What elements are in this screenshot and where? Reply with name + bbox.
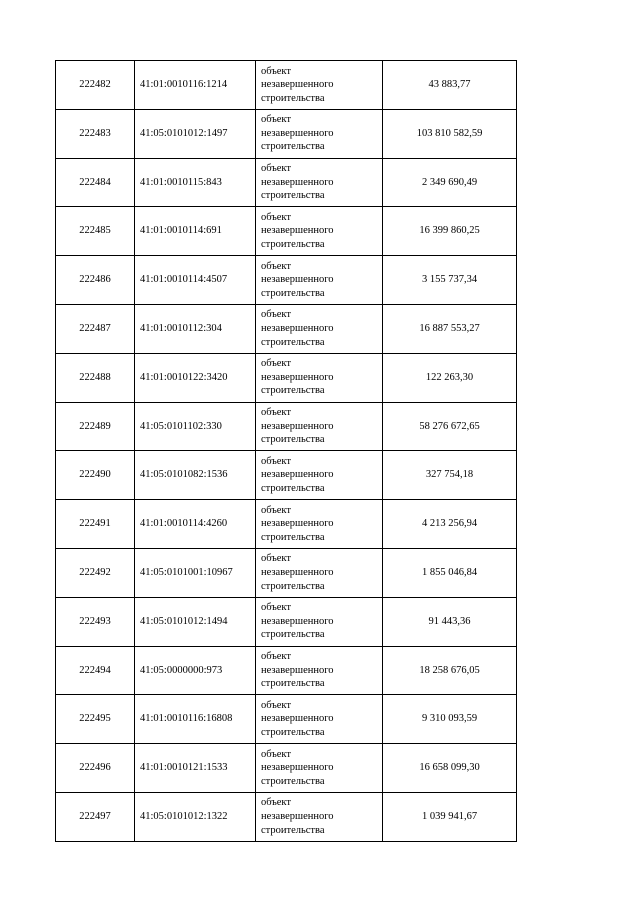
object-type-cell xyxy=(256,109,383,158)
row-number-cell: 222485 xyxy=(56,207,135,256)
object-type-cell xyxy=(256,646,383,695)
object-type-line: незавершенного xyxy=(261,713,334,725)
object-type-line: объект xyxy=(261,748,291,760)
object-type-line: строительства xyxy=(261,775,325,787)
cadastral-number-cell: 41:01:0010112:304 xyxy=(135,304,256,353)
object-type-line: объект xyxy=(261,797,291,809)
object-type-line: строительства xyxy=(261,727,325,739)
object-type-line: строительства xyxy=(261,434,325,446)
cadastral-value-cell: 327 754,18 xyxy=(383,451,517,500)
cadastral-value-cell: 16 399 860,25 xyxy=(383,207,517,256)
cadastral-value-cell: 3 155 737,34 xyxy=(383,256,517,305)
table-row xyxy=(56,109,517,158)
cadastral-value-cell: 2 349 690,49 xyxy=(383,158,517,207)
cadastral-value-cell: 1 039 941,67 xyxy=(383,792,517,841)
object-type-line: строительства xyxy=(261,678,325,690)
object-type-line: незавершенного xyxy=(261,420,334,432)
object-type-line: объект xyxy=(261,504,291,516)
object-type-line: строительства xyxy=(261,239,325,251)
object-type-line: строительства xyxy=(261,824,325,836)
object-type-line: объект xyxy=(261,602,291,614)
object-type-line: объект xyxy=(261,699,291,711)
table-row xyxy=(56,207,517,256)
row-number-cell: 222483 xyxy=(56,109,135,158)
row-number-cell: 222493 xyxy=(56,597,135,646)
object-type-line: незавершенного xyxy=(261,518,334,530)
object-type-line: объект xyxy=(261,309,291,321)
cadastral-value-cell: 16 658 099,30 xyxy=(383,744,517,793)
property-table xyxy=(55,60,517,842)
cadastral-number-cell: 41:05:0101012:1497 xyxy=(135,109,256,158)
row-number-cell: 222490 xyxy=(56,451,135,500)
object-type-line: строительства xyxy=(261,336,325,348)
object-type-line: строительства xyxy=(261,531,325,543)
cadastral-value-cell: 43 883,77 xyxy=(383,61,517,110)
object-type-cell xyxy=(256,597,383,646)
cadastral-number-cell: 41:01:0010116:1214 xyxy=(135,61,256,110)
object-type-line: строительства xyxy=(261,141,325,153)
object-type-cell xyxy=(256,402,383,451)
object-type-line: незавершенного xyxy=(261,274,334,286)
cadastral-value-cell: 58 276 672,65 xyxy=(383,402,517,451)
cadastral-number-cell: 41:05:0000000:973 xyxy=(135,646,256,695)
object-type-cell xyxy=(256,158,383,207)
object-type-cell xyxy=(256,61,383,110)
table-row xyxy=(56,597,517,646)
cadastral-number-cell: 41:01:0010121:1533 xyxy=(135,744,256,793)
row-number-cell: 222495 xyxy=(56,695,135,744)
object-type-line: незавершенного xyxy=(261,811,334,823)
object-type-line: объект xyxy=(261,114,291,126)
cadastral-number-cell: 41:05:0101012:1322 xyxy=(135,792,256,841)
object-type-line: строительства xyxy=(261,483,325,495)
cadastral-value-cell: 1 855 046,84 xyxy=(383,548,517,597)
object-type-line: незавершенного xyxy=(261,79,334,91)
object-type-line: объект xyxy=(261,651,291,663)
object-type-line: объект xyxy=(261,407,291,419)
object-type-cell xyxy=(256,792,383,841)
row-number-cell: 222491 xyxy=(56,500,135,549)
object-type-line: незавершенного xyxy=(261,176,334,188)
cadastral-number-cell: 41:05:0101001:10967 xyxy=(135,548,256,597)
cadastral-value-cell: 103 810 582,59 xyxy=(383,109,517,158)
object-type-line: объект xyxy=(261,553,291,565)
object-type-line: незавершенного xyxy=(261,762,334,774)
object-type-line: строительства xyxy=(261,580,325,592)
object-type-cell xyxy=(256,256,383,305)
object-type-cell xyxy=(256,744,383,793)
table-row xyxy=(56,402,517,451)
cadastral-number-cell: 41:05:0101082:1536 xyxy=(135,451,256,500)
object-type-cell xyxy=(256,304,383,353)
object-type-line: объект xyxy=(261,65,291,77)
object-type-line: незавершенного xyxy=(261,225,334,237)
cadastral-number-cell: 41:05:0101012:1494 xyxy=(135,597,256,646)
object-type-cell xyxy=(256,500,383,549)
row-number-cell: 222482 xyxy=(56,61,135,110)
table-row xyxy=(56,646,517,695)
table-row xyxy=(56,256,517,305)
row-number-cell: 222494 xyxy=(56,646,135,695)
table-row xyxy=(56,695,517,744)
table-row xyxy=(56,792,517,841)
row-number-cell: 222487 xyxy=(56,304,135,353)
table-row xyxy=(56,158,517,207)
cadastral-number-cell: 41:01:0010122:3420 xyxy=(135,353,256,402)
row-number-cell: 222496 xyxy=(56,744,135,793)
object-type-line: строительства xyxy=(261,190,325,202)
row-number-cell: 222486 xyxy=(56,256,135,305)
object-type-line: строительства xyxy=(261,629,325,641)
row-number-cell: 222497 xyxy=(56,792,135,841)
object-type-cell xyxy=(256,548,383,597)
object-type-line: незавершенного xyxy=(261,615,334,627)
row-number-cell: 222484 xyxy=(56,158,135,207)
object-type-cell xyxy=(256,353,383,402)
object-type-line: незавершенного xyxy=(261,371,334,383)
row-number-cell: 222489 xyxy=(56,402,135,451)
object-type-cell xyxy=(256,207,383,256)
table-row xyxy=(56,61,517,110)
table-row xyxy=(56,500,517,549)
cadastral-value-cell: 4 213 256,94 xyxy=(383,500,517,549)
object-type-line: незавершенного xyxy=(261,127,334,139)
object-type-line: незавершенного xyxy=(261,469,334,481)
cadastral-value-cell: 122 263,30 xyxy=(383,353,517,402)
object-type-line: строительства xyxy=(261,385,325,397)
row-number-cell: 222488 xyxy=(56,353,135,402)
object-type-line: незавершенного xyxy=(261,323,334,335)
object-type-cell xyxy=(256,451,383,500)
object-type-line: объект xyxy=(261,358,291,370)
row-number-cell: 222492 xyxy=(56,548,135,597)
object-type-line: объект xyxy=(261,211,291,223)
object-type-line: объект xyxy=(261,455,291,467)
property-table-container xyxy=(55,60,516,842)
table-row xyxy=(56,451,517,500)
object-type-line: строительства xyxy=(261,287,325,299)
table-row xyxy=(56,304,517,353)
object-type-cell xyxy=(256,695,383,744)
table-row xyxy=(56,548,517,597)
cadastral-number-cell: 41:01:0010114:4260 xyxy=(135,500,256,549)
table-row xyxy=(56,353,517,402)
cadastral-number-cell: 41:01:0010114:691 xyxy=(135,207,256,256)
cadastral-number-cell: 41:01:0010115:843 xyxy=(135,158,256,207)
object-type-line: объект xyxy=(261,163,291,175)
table-row xyxy=(56,744,517,793)
object-type-line: незавершенного xyxy=(261,567,334,579)
cadastral-number-cell: 41:05:0101102:330 xyxy=(135,402,256,451)
object-type-line: строительства xyxy=(261,92,325,104)
cadastral-value-cell: 16 887 553,27 xyxy=(383,304,517,353)
object-type-line: незавершенного xyxy=(261,664,334,676)
property-table-body xyxy=(56,61,517,842)
cadastral-number-cell: 41:01:0010116:16808 xyxy=(135,695,256,744)
cadastral-value-cell: 91 443,36 xyxy=(383,597,517,646)
cadastral-number-cell: 41:01:0010114:4507 xyxy=(135,256,256,305)
cadastral-value-cell: 18 258 676,05 xyxy=(383,646,517,695)
cadastral-value-cell: 9 310 093,59 xyxy=(383,695,517,744)
object-type-line: объект xyxy=(261,260,291,272)
